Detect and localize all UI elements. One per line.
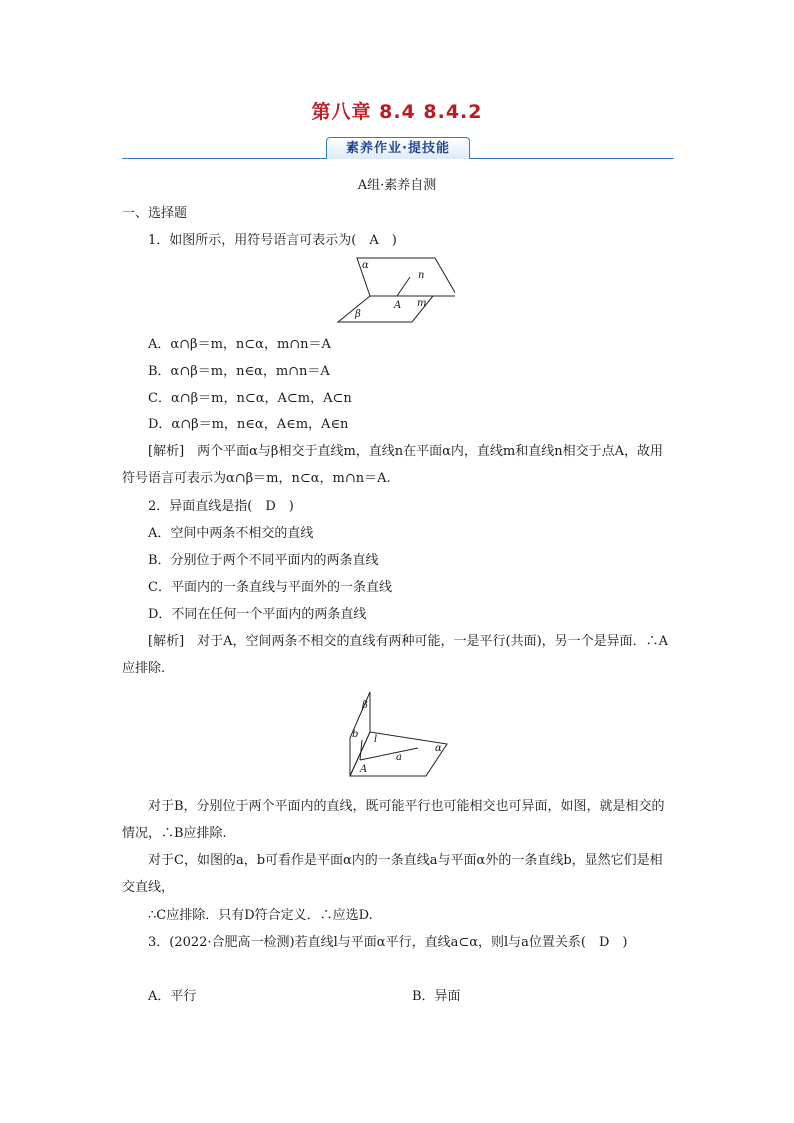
- q1-option-c: C．α∩β＝m，n⊂α，A⊂m，A⊂n: [148, 391, 352, 406]
- q2-planes-figure: [340, 688, 452, 780]
- q2-analysis-c: [122, 847, 674, 901]
- label-m: m: [417, 298, 427, 309]
- q1-option-d: D．α∩β＝m，n∈α，A∈m，A∈n: [148, 417, 349, 432]
- q2-analysis: [122, 628, 674, 682]
- label-A: A: [360, 764, 368, 775]
- line-a: [360, 748, 418, 760]
- q3-stem-block: [122, 929, 674, 956]
- label-n: n: [418, 270, 425, 281]
- q2-conclusion: ∴C应排除．只有D符合定义．∴应选D.: [148, 908, 373, 923]
- section-banner: 素养作业·提技能: [326, 137, 470, 159]
- q2-option-b: B．分别位于两个不同平面内的两条直线: [148, 553, 379, 568]
- group-heading: A组·素养自测: [357, 178, 437, 193]
- plane-alpha: [357, 258, 455, 296]
- q1-analysis-text: [解析] 两个平面α与β相交于直线m，直线n在平面α内，直线m和直线n相交于点A，故用符号语言可表示为α∩β＝m，n⊂α，m∩n＝A.: [122, 444, 664, 486]
- q2-option-a: A．空间中两条不相交的直线: [148, 526, 314, 541]
- q2-option-d: D．不同在任何一个平面内的两条直线: [148, 607, 367, 622]
- q1-analysis: [122, 438, 674, 492]
- q2-option-c: C．平面内的一条直线与平面外的一条直线: [148, 580, 392, 595]
- q2-analysis-text: [解析] 对于A，空间两条不相交的直线有两种可能，一是平行(共面)，另一个是异面．∴A应排除.: [122, 634, 669, 676]
- label-beta: β: [355, 309, 361, 320]
- q1-planes-figure: [335, 254, 455, 326]
- line-n: [397, 277, 410, 296]
- q1-option-b: B．α∩β＝m，n∈α，m∩n＝A: [148, 364, 330, 379]
- q1-option-a: A．α∩β＝m，n⊂α，m∩n＝A: [148, 337, 331, 352]
- label-alpha: α: [435, 743, 442, 754]
- q1-stem: 1．如图所示，用符号语言可表示为( A ): [148, 233, 397, 248]
- label-alpha: α: [362, 260, 369, 271]
- q2-analysis-b-text: 对于B，分别位于两个平面内的直线，既可能平行也可能相交也可异面，如图，就是相交的情况，∴B应排除.: [122, 799, 665, 841]
- label-A: A: [394, 300, 402, 311]
- label-beta: β: [362, 700, 368, 711]
- label-l: l: [374, 734, 378, 745]
- q2-stem: 2．异面直线是指( D ): [148, 499, 294, 514]
- q3-stem: 3．(2022·合肥高一检测)若直线l与平面α平行，直线a⊂α，则l与a位置关系( D ): [148, 935, 628, 950]
- page-title: 第八章 8.4 8.4.2: [311, 101, 483, 123]
- q2-analysis-b: [122, 793, 674, 847]
- label-a: a: [396, 752, 402, 763]
- q3-option-a: A．平行: [148, 989, 197, 1004]
- label-b: b: [352, 729, 359, 740]
- q3-option-b: B．异面: [412, 989, 461, 1004]
- q2-analysis-c-text: 对于C，如图的a，b可看作是平面α内的一条直线a与平面α外的一条直线b，显然它们是相交直线，: [122, 853, 663, 895]
- part-heading: 一、选择题: [122, 206, 188, 221]
